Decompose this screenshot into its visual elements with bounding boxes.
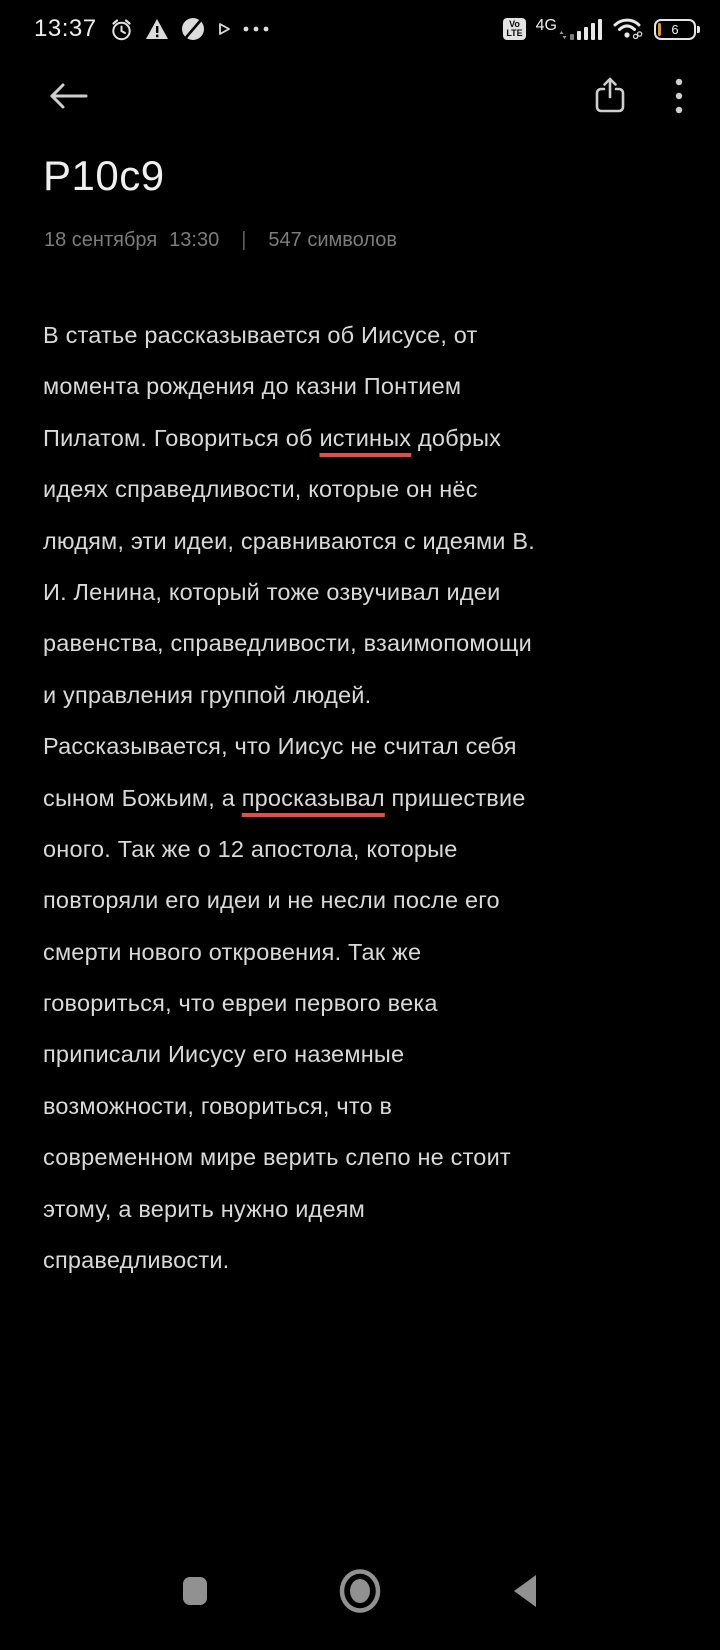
note-title: P10c9 (43, 152, 165, 199)
note-text-segment: говориться, что евреи первого века (43, 990, 438, 1017)
note-text-line (43, 1235, 684, 1286)
note-text-line (43, 978, 684, 1029)
network-type-label: 4G (535, 17, 557, 34)
note-text-segment: В статье рассказывается об Иисусе, от (43, 322, 478, 348)
note-text-line (43, 413, 684, 464)
back-arrow-icon (46, 81, 90, 114)
note-text-segment: И. Ленина, который тоже озвучивал идеи (43, 578, 501, 605)
wifi-bridge-icon (612, 16, 644, 42)
note-text-line (43, 824, 684, 875)
note-char-count: 547 символов (268, 229, 397, 251)
note-text-segment: справедливости. (43, 1247, 230, 1274)
recents-button[interactable] (165, 1563, 225, 1623)
back-nav-button[interactable] (495, 1563, 555, 1623)
note-text-segment: людям, эти идеи, сравниваются с идеями В. (43, 527, 535, 554)
note-text-segment: сыном Божьим, а (43, 784, 242, 811)
battery-percent: 6 (671, 21, 679, 37)
note-time: 13:30 (169, 229, 220, 251)
note-text-segment: добрых (411, 424, 502, 451)
warning-icon (144, 17, 170, 41)
note-text-line (43, 567, 684, 618)
note-text-segment: приписали Иисусу его наземные (43, 1041, 405, 1068)
note-body[interactable] (43, 310, 684, 1286)
note-date: 18 сентября (44, 229, 158, 251)
note-text-segment: оного. Так же о 12 апостола, которые (43, 835, 458, 862)
misspelled-word: истиных (319, 424, 412, 451)
note-text-line (43, 464, 684, 515)
recents-icon (181, 1575, 209, 1610)
note-text-line (43, 516, 684, 567)
note-text-segment: возможности, говориться, что в (43, 1092, 393, 1119)
navigation-bar (0, 1535, 720, 1650)
share-icon (592, 77, 628, 118)
note-text-line (43, 670, 684, 721)
dnd-circle-slash-icon (180, 16, 206, 42)
meta-separator: | (241, 229, 247, 251)
more-notifications-icon (242, 24, 272, 34)
note-text-segment: повторяли его идеи и не несли после его (43, 887, 500, 914)
back-icon (512, 1574, 538, 1611)
status-time: 13:37 (34, 15, 97, 42)
app-bar (0, 58, 720, 136)
note-text-segment: пришествие (384, 784, 526, 811)
note-text-line (43, 618, 684, 669)
note-text-line (43, 1132, 684, 1183)
misspelled-word: просказывал (241, 784, 385, 811)
volte-badge: Vo LTE (503, 18, 525, 40)
note-text-line (43, 1184, 684, 1235)
more-menu-icon (674, 77, 684, 118)
note-text-segment: момента рождения до казни Понтием (43, 373, 462, 400)
signal-bars-icon (536, 18, 602, 40)
battery-fill (658, 23, 661, 36)
note-text-segment: смерти нового откровения. Так же (43, 938, 422, 965)
note-text-segment: и управления группой людей. (43, 681, 372, 708)
more-menu-button[interactable] (674, 77, 684, 118)
note-text-segment: современном мире верить слепо не стоит (43, 1144, 511, 1171)
note-text-segment: равенства, справедливости, взаимопомощи (43, 630, 532, 657)
share-button[interactable] (592, 77, 628, 118)
note-text-line (43, 1081, 684, 1132)
note-text-line (43, 310, 684, 361)
note-text-segment: идеях справедливости, которые он нёс (43, 476, 478, 503)
note-text-line (43, 773, 684, 824)
note-meta (44, 229, 680, 252)
back-button[interactable] (46, 81, 90, 114)
home-button[interactable] (330, 1563, 390, 1623)
status-bar (0, 0, 720, 58)
home-icon (338, 1568, 382, 1617)
note-text-segment: Пилатом. Говориться об (43, 424, 320, 451)
note-text-segment: этому, а верить нужно идеям (43, 1195, 366, 1222)
note-text-line (43, 1029, 684, 1080)
note-text-line (43, 361, 684, 412)
note-text-line (43, 927, 684, 978)
note-text-line (43, 721, 684, 772)
battery-icon (654, 19, 696, 40)
alarm-icon (109, 17, 134, 42)
note-text-segment: Рассказывается, что Иисус не считал себя (43, 733, 517, 760)
note-text-line (43, 875, 684, 926)
play-icon (216, 21, 232, 37)
